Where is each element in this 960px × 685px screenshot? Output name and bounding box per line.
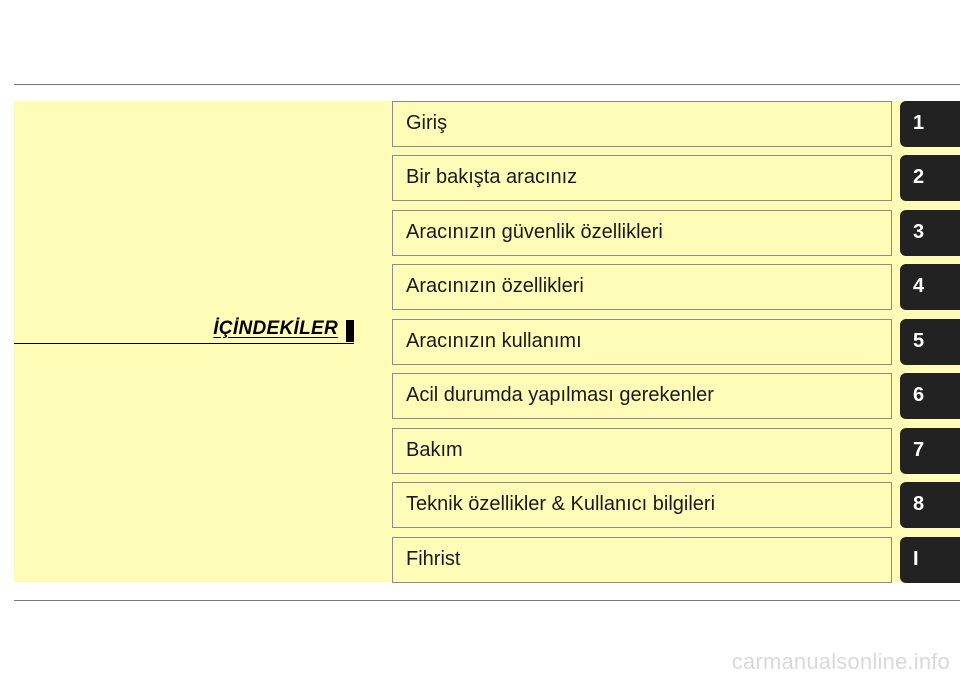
chapter-tab[interactable] <box>900 537 960 583</box>
chapter-link[interactable] <box>392 537 892 583</box>
chapter-tab[interactable] <box>900 482 960 528</box>
chapter-row[interactable] <box>0 537 960 583</box>
chapter-tab-number: 5 <box>913 330 925 352</box>
chapter-tab[interactable] <box>900 101 960 147</box>
chapter-label: Aracınızın kullanımı <box>406 330 582 352</box>
bottom-divider <box>14 600 960 601</box>
chapter-link[interactable] <box>392 101 892 147</box>
chapter-row[interactable] <box>0 264 960 310</box>
chapter-label: Fihrist <box>406 548 461 570</box>
chapter-tab[interactable] <box>900 155 960 201</box>
chapter-tab[interactable] <box>900 210 960 256</box>
chapter-tab-number: 6 <box>913 384 925 406</box>
chapter-tab[interactable] <box>900 264 960 310</box>
chapter-tab[interactable] <box>900 319 960 365</box>
chapter-tab-number: 2 <box>913 166 925 188</box>
toc-title: İÇİNDEKİLER <box>213 318 338 339</box>
chapter-row[interactable] <box>0 428 960 474</box>
chapter-label: Aracınızın özellikleri <box>406 275 584 297</box>
chapter-row[interactable] <box>0 210 960 256</box>
chapter-link[interactable] <box>392 373 892 419</box>
chapter-tab-number: 3 <box>913 221 925 243</box>
chapter-row[interactable] <box>0 319 960 365</box>
chapter-tab-number: 7 <box>913 439 925 461</box>
chapter-label: Acil durumda yapılması gerekenler <box>406 384 714 406</box>
watermark: carmanualsonline.info <box>731 649 950 674</box>
chapter-tab-number: 1 <box>913 112 925 134</box>
chapter-link[interactable] <box>392 210 892 256</box>
chapter-link[interactable] <box>392 428 892 474</box>
chapter-label: Teknik özellikler & Kullanıcı bilgileri <box>406 493 716 515</box>
chapter-label: Bir bakışta aracınız <box>406 166 578 188</box>
chapter-label: Giriş <box>406 112 448 134</box>
chapter-row[interactable] <box>0 482 960 528</box>
chapter-label: Bakım <box>406 439 463 461</box>
chapter-tab-number: I <box>913 548 919 570</box>
chapter-row[interactable] <box>0 101 960 147</box>
chapter-tab[interactable] <box>900 373 960 419</box>
top-divider <box>14 84 960 85</box>
chapter-tab-number: 4 <box>913 275 925 297</box>
chapter-tab[interactable] <box>900 428 960 474</box>
chapter-link[interactable] <box>392 482 892 528</box>
chapter-link[interactable] <box>392 155 892 201</box>
chapter-link[interactable] <box>392 264 892 310</box>
chapter-row[interactable] <box>0 373 960 419</box>
chapter-link[interactable] <box>392 319 892 365</box>
chapter-label: Aracınızın güvenlik özellikleri <box>406 221 663 243</box>
chapter-tab-number: 8 <box>913 493 925 515</box>
chapter-row[interactable] <box>0 155 960 201</box>
